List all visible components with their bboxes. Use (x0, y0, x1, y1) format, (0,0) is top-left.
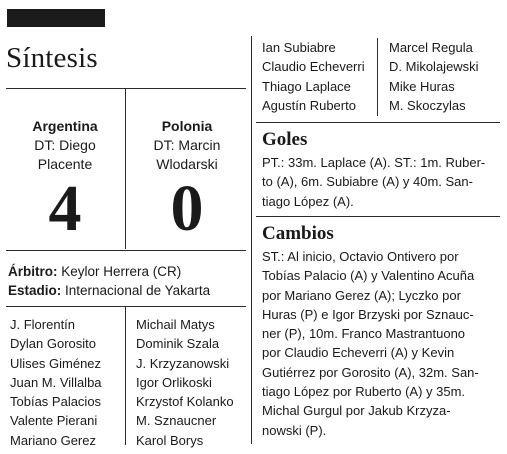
text-line: Gutiérrez por Gorosito (A), 32m. San- (262, 364, 479, 380)
away-team-name: Polonia (161, 118, 213, 134)
list-item: M. Sznaucner (136, 413, 217, 429)
list-item: Tobías Palacios (10, 394, 102, 410)
divider (6, 306, 246, 307)
list-item: D. Mikolajewski (389, 59, 479, 75)
stadium-label: Estadio: (8, 283, 62, 298)
text-line: por Claudio Echeverri (A) y Kevin (262, 345, 455, 361)
referee-line (8, 262, 181, 281)
away-coach: DT: Marcin (153, 137, 221, 153)
list-item: Juan M. Villalba (10, 374, 102, 390)
goles-text (262, 153, 485, 211)
text-line: ST.: Al inicio, Octavio Ontivero por (262, 249, 459, 264)
text-line: ner (P), 10m. Franco Mastrantuono (262, 326, 466, 342)
home-coach: DT: Diego (34, 137, 96, 153)
list-item: Mike Huras (389, 78, 455, 94)
home-coach-surname: Placente (37, 156, 93, 172)
divider (6, 250, 246, 251)
divider (6, 88, 246, 89)
home-lineup-list (10, 315, 102, 450)
home-score: 4 (48, 172, 82, 245)
referee-label: Árbitro: (8, 264, 58, 279)
list-item: Dylan Gorosito (10, 336, 96, 352)
list-item: Michail Matys (136, 317, 215, 332)
list-item: Karol Borys (136, 432, 204, 448)
cambios-heading: Cambios (262, 223, 334, 244)
page-title: Síntesis (6, 42, 98, 74)
column-divider (251, 36, 252, 444)
divider (377, 38, 378, 116)
home-team (6, 117, 124, 174)
goles-heading: Goles (262, 129, 308, 150)
text-line: to (A), 6m. Subiabre (A) y 40m. San- (262, 174, 473, 190)
away-score: 0 (170, 172, 204, 245)
home-team-name: Argentina (32, 118, 98, 134)
referee-value: Keylor Herrera (CR) (61, 264, 182, 279)
text-line: Michal Gurgul por Jakub Krzyza- (262, 403, 451, 419)
text-line: PT.: 33m. Laplace (A). ST.: 1m. Ruber- (262, 155, 486, 170)
list-item: J. Krzyzanowski (136, 355, 230, 371)
list-item: Marcel Regula (389, 40, 473, 55)
away-coach-surname: Wlodarski (156, 156, 218, 172)
list-item: Ulises Giménez (10, 355, 102, 371)
text-line: por Mariano Gerez (A); Lyczko por (262, 287, 461, 303)
list-item: Krzystof Kolanko (136, 394, 234, 410)
list-item: Valente Pierani (10, 413, 98, 429)
text-line: nowski (P). (262, 422, 327, 438)
text-line: tiago López (A). (262, 193, 354, 209)
list-item: Mariano Gerez (10, 432, 96, 448)
list-item: M. Skoczylas (389, 97, 466, 113)
away-lineup-list (136, 315, 234, 450)
cambios-text (262, 247, 479, 440)
stadium-line (8, 281, 210, 300)
list-item: Ian Subiabre (262, 40, 336, 55)
list-item: Thiago Laplace (262, 78, 351, 94)
home-lineup-cont (262, 38, 365, 115)
divider (125, 307, 126, 445)
text-line: tiago López por Ruberto (A) y 35m. (262, 384, 466, 400)
list-item: Claudio Echeverri (262, 59, 365, 75)
list-item: Dominik Szala (136, 336, 220, 352)
list-item: Igor Orlikoski (136, 374, 212, 390)
divider (256, 216, 500, 217)
stadium-value: Internacional de Yakarta (65, 283, 211, 298)
away-lineup-cont (389, 38, 479, 115)
text-line: Huras (P) e Igor Brzyski por Sznauc- (262, 306, 474, 322)
list-item: J. Florentín (10, 317, 76, 332)
divider (256, 122, 500, 123)
text-line: Tobías Palacio (A) y Valentino Acuña (262, 268, 475, 284)
away-team (126, 117, 248, 174)
list-item: Agustín Ruberto (262, 97, 356, 113)
header-bar (7, 9, 105, 27)
